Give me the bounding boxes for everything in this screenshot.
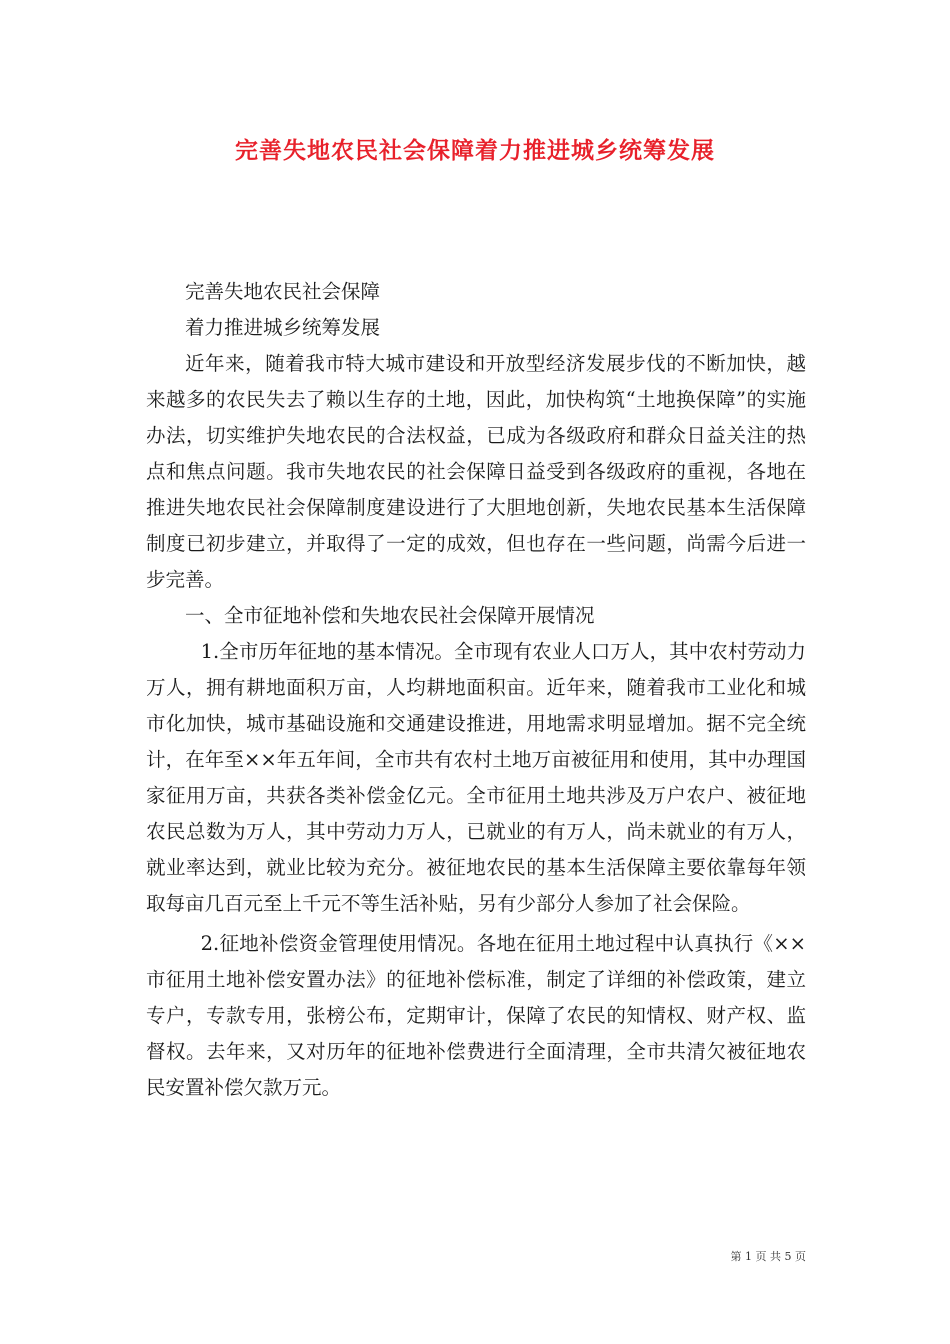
- section-heading: 一、全市征地补偿和失地农民社会保障开展情况: [185, 604, 595, 627]
- page-title: 完善失地农民社会保障着力推进城乡统筹发展: [235, 137, 715, 164]
- subtitle-line-2: 着力推进城乡统筹发展: [185, 316, 381, 339]
- section-item-1: 1.全市历年征地的基本情况。全市现有农业人口万人，其中农村劳动力万人，拥有耕地面积万亩，人均耕地面积亩。近年来，随着我市工业化和城市化加快，城市基础设施和交通建设推进，用地需求明显增加。据不完全统计，在年至××年五年间，全市共有农村土地万亩被征用和使用，其中办理国家征用万亩，共获各类补偿金亿元。全市征用土地共涉及万户农户、被征地农民总数为万人，其中劳动力万人，已就业的有万人，尚未就业的有万人，就业率达到，就业比较为充分。被征地农民的基本生活保障主要依靠每年领取每亩几百元至上千元不等生活补贴，另有少部分人参加了社会保险。: [146, 640, 806, 915]
- intro-paragraph: 近年来，随着我市特大城市建设和开放型经济发展步伐的不断加快，越来越多的农民失去了赖以生存的土地，因此，加快构筑“土地换保障”的实施办法，切实维护失地农民的合法权益，已成为各级政府和群众日益关注的热点和焦点问题。我市失地农民的社会保障日益受到各级政府的重视，各地在推进失地农民社会保障制度建设进行了大胆地创新，失地农民基本生活保障制度已初步建立，并取得了一定的成效，但也存在一些问题，尚需今后进一步完善。: [146, 352, 806, 591]
- section-item-2: 2.征地补偿资金管理使用情况。各地在征用土地过程中认真执行《××市征用土地补偿安置办法》的征地补偿标准，制定了详细的补偿政策，建立专户，专款专用，张榜公布，定期审计，保障了农民的知情权、财产权、监督权。去年来，又对历年的征地补偿费进行全面清理，全市共清欠被征地农民安置补偿欠款万元。: [146, 932, 806, 1099]
- document-body: [146, 274, 806, 1106]
- subtitle-line-1: 完善失地农民社会保障: [185, 280, 381, 303]
- page-number-footer: 第 1 页 共 5 页: [730, 1250, 806, 1263]
